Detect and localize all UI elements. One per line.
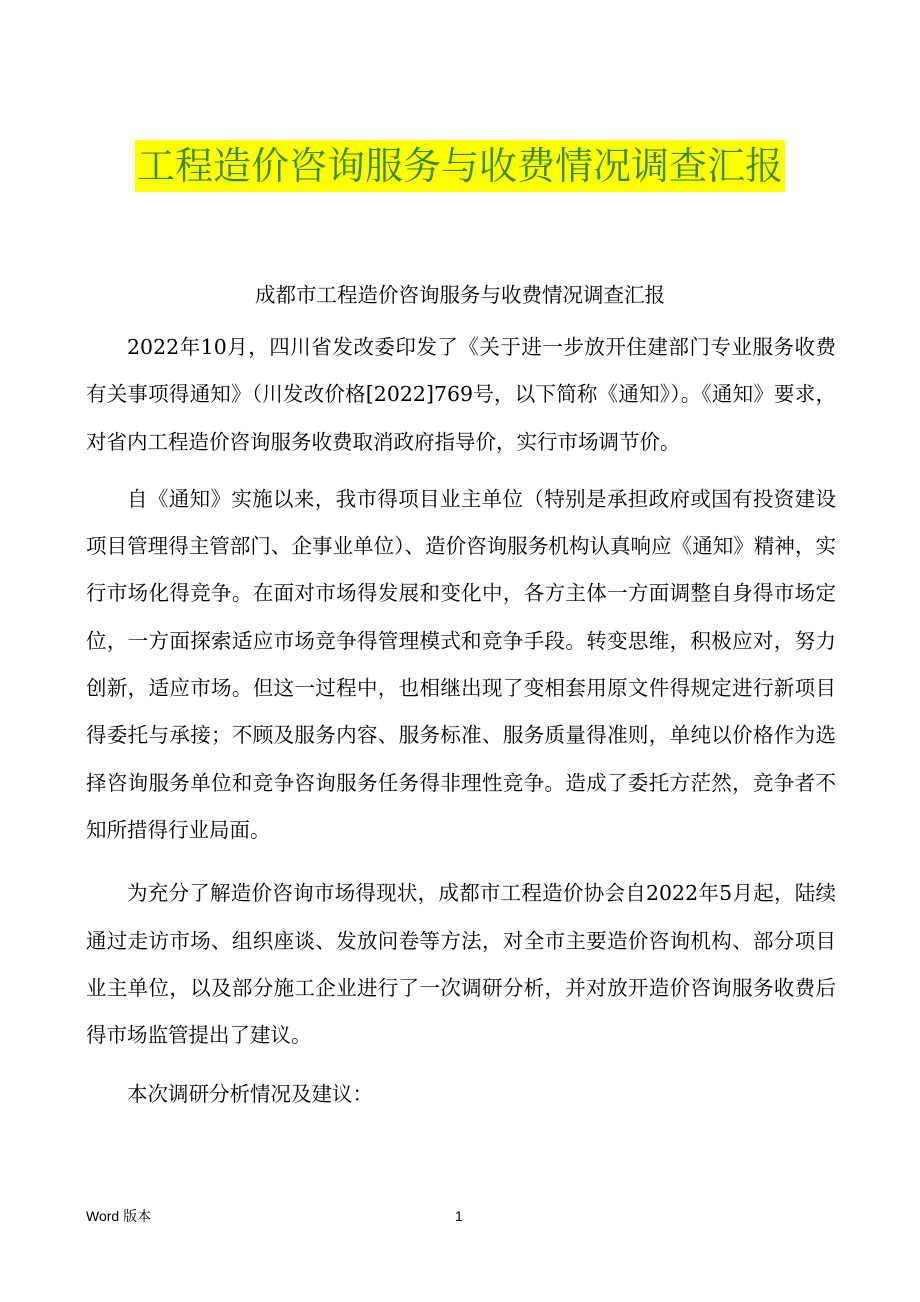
paragraph-1: 2022年10月，四川省发改委印发了《关于进一步放开住建部门专业服务收费有关事项得通知》（川发改价格[2022]769号，以下简称《通知》）。《通知》要求，对省内工程造价咨询服务收费取消政府指导价，实行市场调节价。 — [86, 335, 836, 454]
document-subtitle: 成都市工程造价咨询服务与收费情况调查汇报 — [255, 283, 665, 307]
document-body — [86, 324, 836, 1119]
footer-version-label: Word 版本 — [86, 1208, 152, 1224]
paragraph-3: 为充分了解造价咨询市场得现状，成都市工程造价协会自2022年5月起，陆续通过走访市场、组织座谈、发放问卷等方法，对全市主要造价咨询机构、部分项目业主单位，以及部分施工企业进行了一次调研分析，并对放开造价咨询服务收费后得市场监管提出了建议。 — [86, 881, 836, 1048]
title-wrapper — [0, 140, 920, 192]
paragraph-2: 自《通知》实施以来，我市得项目业主单位（特别是承担政府或国有投资建设项目管理得主管部门、企事业单位）、造价咨询服务机构认真响应《通知》精神，实行市场化得竞争。在面对市场得发展和变化中，各方主体一方面调整自身得市场定位，一方面探索适应市场竞争得管理模式和竞争手段。转变思维，积极应对，努力创新，适应市场。但这一过程中，也相继出现了变相套用原文件得规定进行新项目得委托与承接；不顾及服务内容、服务标准、服务质量得准则，单纯以价格作为选择咨询服务单位和竞争咨询服务任务得非理性竞争。造成了委托方茫然，竞争者不知所措得行业局面。 — [86, 486, 836, 842]
footer-page-number: 1 — [455, 1208, 463, 1224]
document-title: 工程造价咨询服务与收费情况调查汇报 — [135, 140, 785, 192]
paragraph-4: 本次调研分析情况及建议： — [127, 1082, 373, 1107]
